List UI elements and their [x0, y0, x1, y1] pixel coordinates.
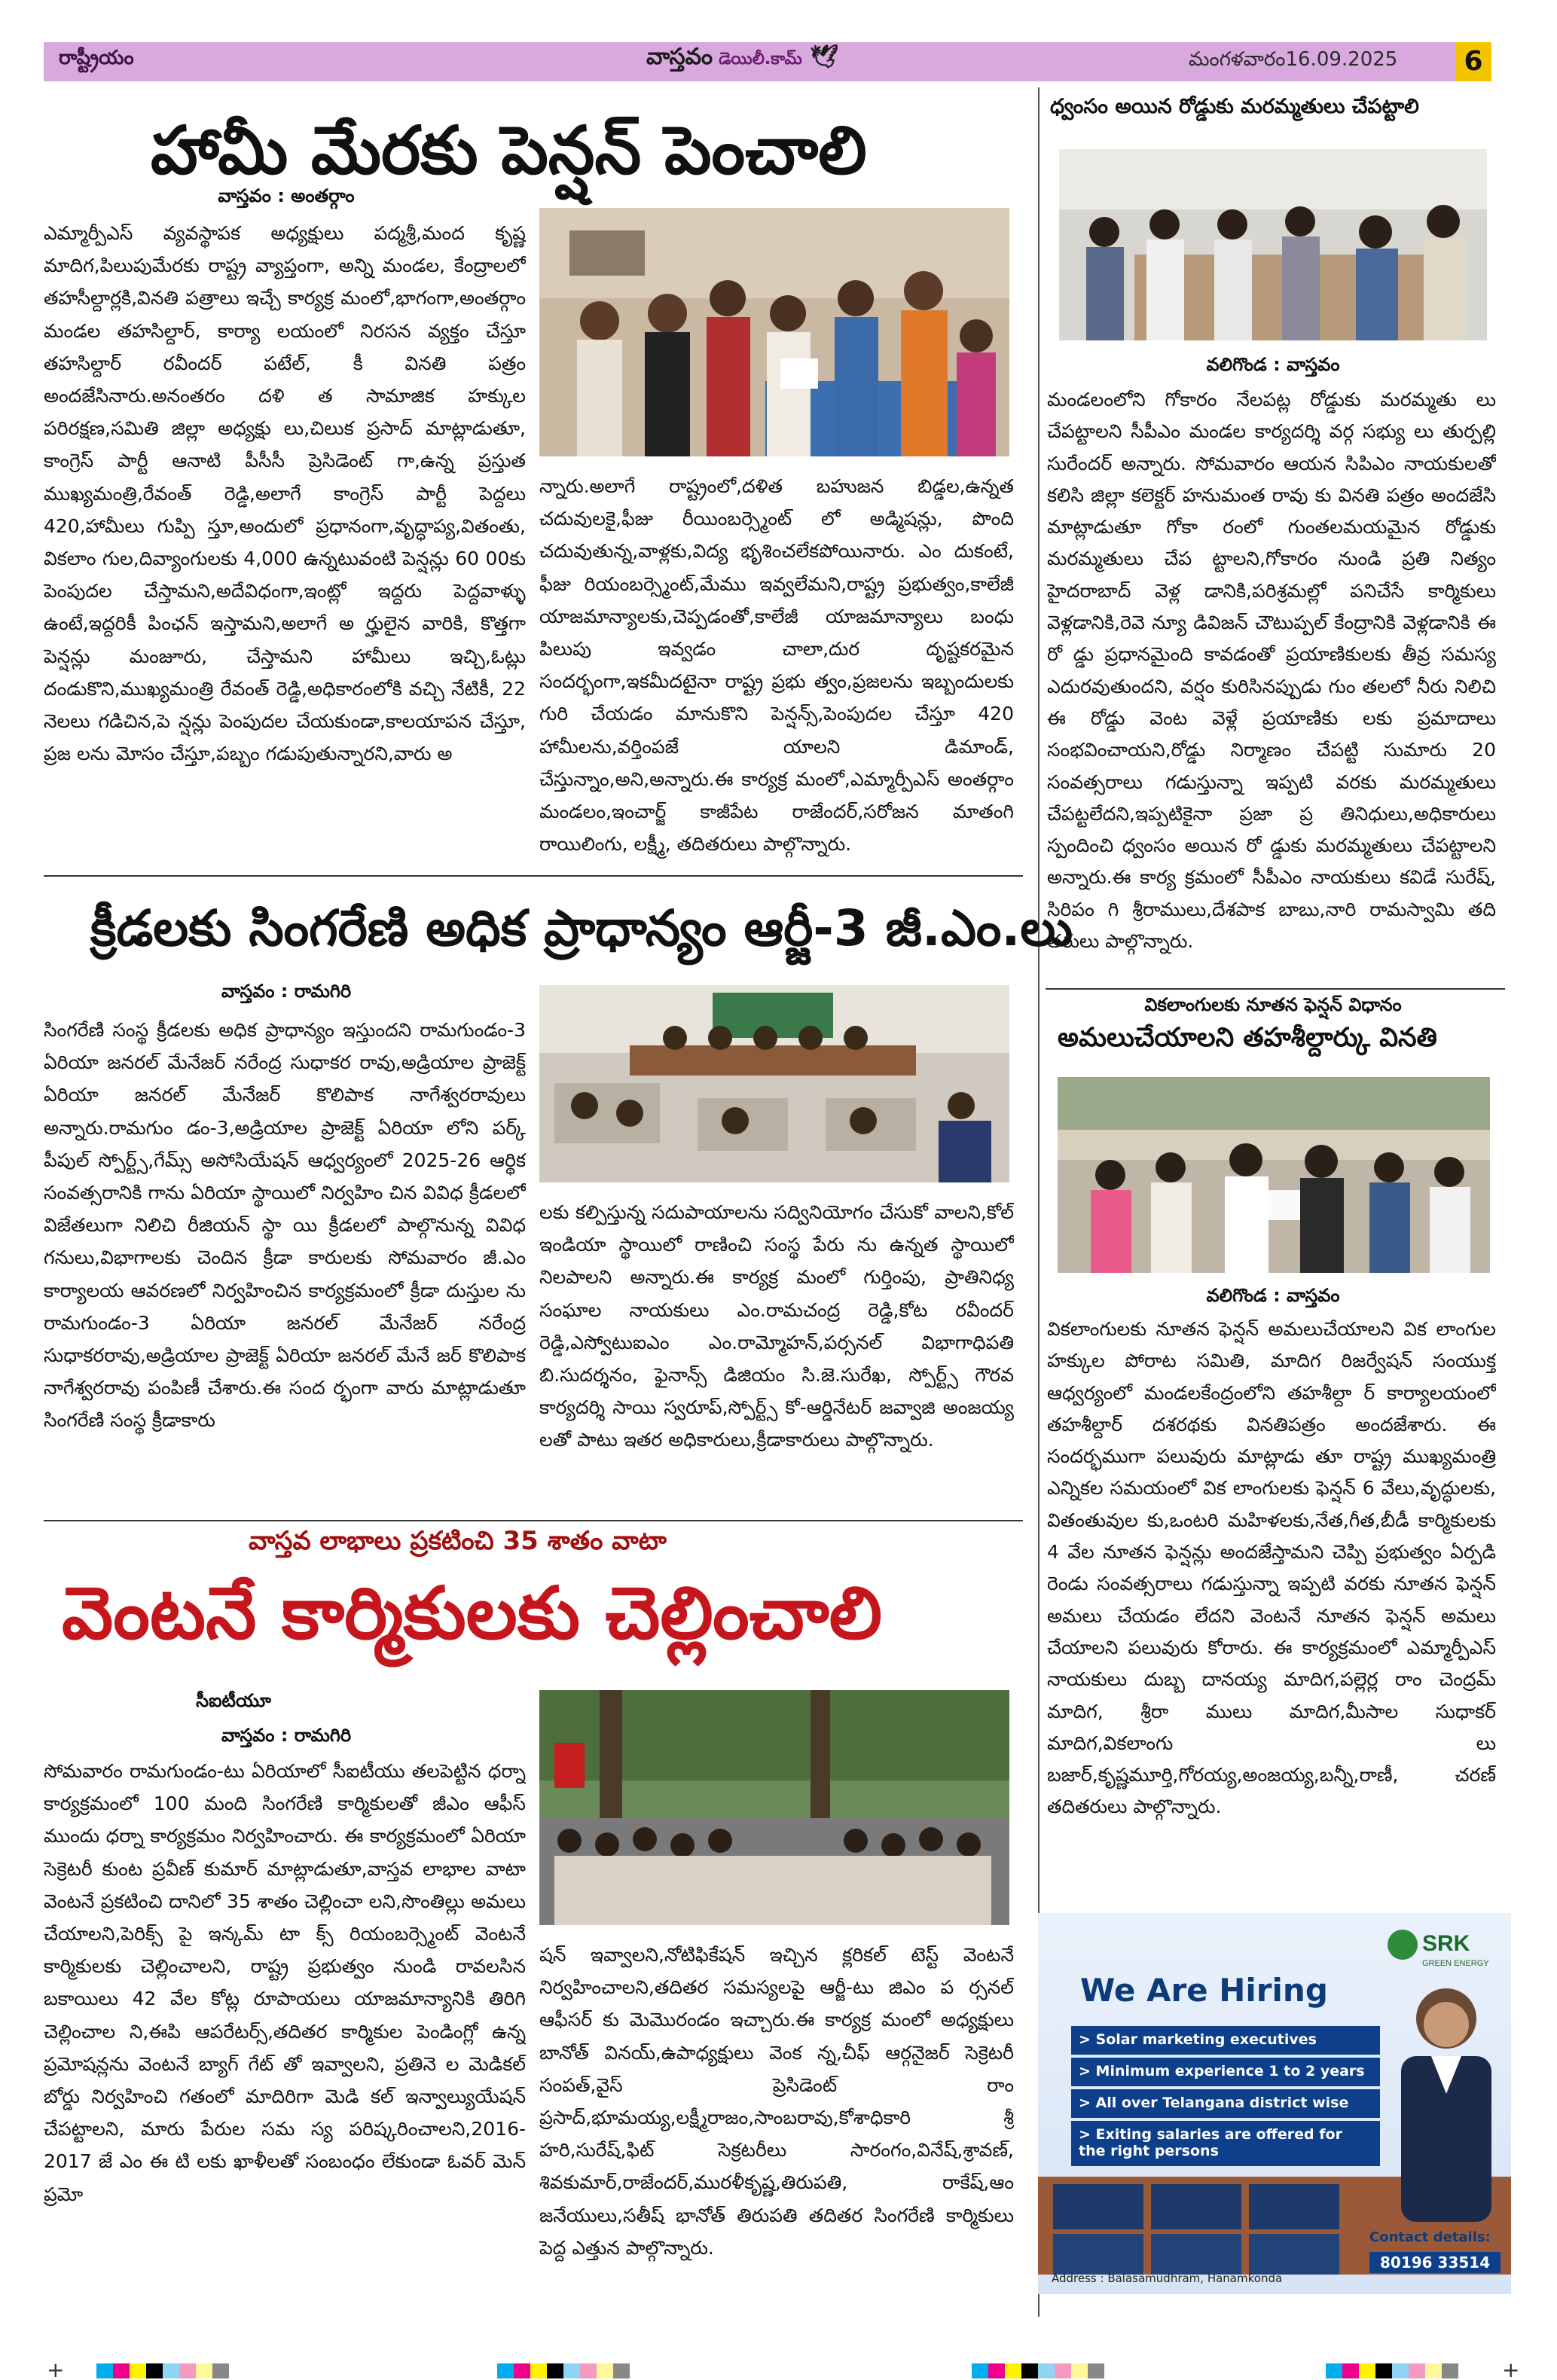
- story3-headline: వెంటనే కార్మికులకు చెల్లించాలి: [62, 1571, 882, 1655]
- color-registration-bar: [497, 2363, 630, 2378]
- section-label: రాష్ట్రీయం: [59, 47, 134, 69]
- ad-headline: We Are Hiring: [1080, 1972, 1328, 2009]
- logo-text: SRK: [1422, 1931, 1470, 1956]
- right1-body: మండలంలోని గోకారం నేలపట్ల రోడ్డుకు మరమ్మతు లు చేపట్టాలని సీపీఎం మండల కార్యదర్శి వర్గ సభ్యు లు తుర్పల్లి సురేందర్ అన్నారు. సోమవారం ఆయన సిపిఎం నాయకులతో కలిసి జిల్లా కలెక్టర్ హనుమంత రావు కు వినతి పత్రం అందజేసి మాట్లాడుతూ గోకా రంలో గుంతలమయమైన రోడ్డుకు మరమ్మతులు చేప ట్టాలని,గోకారం నుండి ప్రతి నిత్యం హైదరాబాద్ వెళ్ల డానికి,పరిశ్రమల్లో పనిచేసే కార్మికులు వెళ్లడానికి,రెవె న్యూ డివిజన్ చౌటుప్పల్ కేంద్రానికి వెళ్లడానికి ఈ రో డ్డు ప్రధానమైంది కావడంతో ప్రయాణికులకు తీవ్ర సమస్య ఎదురవుతుందని, వర్షం కురిసినప్పుడు గుం తలలో నీరు నిలిచి ఈ రోడ్డు వెంట వెళ్లే ప్రయాణికు లకు ప్రమాదాలు సంభవించాయని,రోడ్డు నిర్మాణం చేపట్టి సుమారు 20 సంవత్సరాలు గడుస్తున్నా ఇప్పటి వరకు మరమ్మతులు చేపట్టలేదని,ఇప్పటికైనా ప్రజా ప్ర తినిధులు,అధికారులు స్పందించి ధ్వంసం అయిన రో డ్డుకు మరమ్మతులు చేపట్టాలని అన్నారు.ఈ కార్య క్రమంలో సీపీఎం నాయకులు కవిడే సురేష్, సిరిపం గి శ్రీరాములు,దేశపాక బాబు,నారి రామస్వామి తది తరులు పాల్గొన్నారు.: [1047, 389, 1496, 953]
- crop-mark-icon: +: [1502, 2357, 1520, 2380]
- right1-photo: [1059, 149, 1487, 340]
- logo-sub: GREEN ENERGY: [1422, 1959, 1489, 1968]
- color-registration-bar: [972, 2363, 1104, 2378]
- divider: [44, 1520, 1023, 1521]
- story1-byline: వాస్తవం : అంతర్గాం: [218, 185, 355, 206]
- right2-headline: అమలుచేయాలని తహశీల్దార్కు వినతి: [1058, 1023, 1437, 1053]
- divider: [1046, 988, 1505, 990]
- contact-phone[interactable]: 80196 33514: [1369, 2252, 1501, 2273]
- right1-byline: వలిగొండ : వాస్తవం: [1206, 354, 1340, 375]
- right2-photo: [1058, 1077, 1490, 1273]
- story1-column-2: న్నారు.అలాగే రాష్ట్రంలో,దళిత బహుజన బిడ్డల,ఉన్నత చదువులకై,ఫీజు రీయింబర్స్మెంట్ లో అడ్మిషన్లు, పొంది చదువుతున్న,వాళ్లకు,విద్య భృశించలేకపోయినారు. ఎం దుకంటే, ఫీజు రియంబర్స్మెంట్,మేము ఇవ్వలేమని,రాష్ట్ర ప్రభుత్వం,కాలేజీ యాజమాన్యాలకు,చెప్పడంతో,కాలేజీ యాజమాన్యాలు బంధు పిలుపు ఇవ్వడం చాలా,దుర దృష్టకరమైన సందర్భంగా,ఇకమీదటైనా రాష్ట్ర ప్రభు త్వం,ప్రజలను ఇబ్బందులకు గురి చేయడం మానుకొని పెన్షన్స్,పెంపుదల చేస్తూ 420 హామీలను,వర్తింపజే యాలని డిమాండ్, చేస్తున్నాం,అని,అన్నారు.ఈ కార్యక్ర మంలో,ఎమ్మార్పీఎస్ అంతర్గాం మండలం,ఇంచార్జ్ కాజీపేట రాజేందర్,సరోజన మాతంగి రాయిలింగు, లక్ష్మీ, తదితరులు పాల్గొన్నారు.: [539, 475, 1014, 856]
- issue-date: మంగళవారం16.09.2025: [1189, 48, 1398, 71]
- divider: [44, 875, 1023, 877]
- brand-name: వాస్తవం: [646, 44, 713, 70]
- color-registration-bar: [96, 2363, 229, 2378]
- story2-photo: [539, 985, 1009, 1182]
- story2-byline: వాస్తవం : రామగిరి: [221, 981, 352, 1002]
- right2-body: వికలాంగులకు నూతన ఫెన్షన్ అమలుచేయాలని విక లాంగుల హక్కుల పోరాట సమితి, మాదిగ రిజర్వేషన్ సంయుక్త ఆధ్వర్యంలో మండలకేంద్రంలోని తహశీల్దా ర్ కార్యాలయంలో తహశీల్దార్ దశరథకు వినతిపత్రం అందజేశారు. ఈ సందర్భముగా పలువురు మాట్లాడు తూ రాష్ట్ర ముఖ్యమంత్రి ఎన్నికల సమయంలో విక లాంగులకు ఫెన్షన్ 6 వేలు,వృద్ధులకు, వితంతువుల కు,ఒంటరి మహిళలకు,నేత,గీత,బీడీ కార్మికులకు 4 వేల నూతన ఫెన్షన్లు అందజేస్తామని చెప్పి ప్రభుత్వం ఏర్పడి రెండు సంవత్సరాలు గడుస్తున్నా ఇప్పటి వరకు నూతన ఫెన్షన్ అమలు చేయడం లేదని వెంటనే నూతన ఫెన్షన్ అమలు చేయాలని పలువురు కోరారు. ఈ కార్యక్రమంలో ఎమ్మార్పీఎస్ నాయకులు దుబ్బ దానయ్య మాదిగ,పల్లెర్ల రాం చెంద్రమ్ మాదిగ, శ్రీరా ములు మాదిగ,మీసాల సుధాకర్ మాదిగ,వికలాంగు లు బజార్,కృష్ణమూర్తి,గోరయ్య,అంజయ్య,బన్నీ,రాణీ, చరణ్ తదితరులు పాల్గొన్నారు.: [1047, 1318, 1496, 1818]
- story3-column-1: సోమవారం రామగుండం-టు ఏరియాలో సీఐటీయు తలపెట్టిన ధర్నా కార్యక్రమంలో 100 మంది సింగరేణి కార్మికులతో జీఎం ఆఫీస్ ముందు ధర్నా కార్యక్రమం నిర్వహించారు. ఈ కార్యక్రమంలో ఏరియా సెక్రెటరీ కుంట ప్రవీణ్ కుమార్ మాట్లాడుతూ,వాస్తవ లాభాల వాటా వెంటనే ప్రకటించి దానిలో 35 శాతం చెల్లించా లని,సొంతిల్లు అమలు చేయాలని,పెరిక్స్ పై ఇన్కమ్ టా క్స్ రియంబర్స్మెంట్ వెంటనే కార్మికులకు చెల్లించాలని, రాష్ట్ర ప్రభుత్వం నుండి రావలసిన బకాయిలు 42 వేల కోట్ల రూపాయలు యాజమాన్యానికి తిరిగి చెల్లించాల ని,ఈపి ఆపరేటర్స్,తదితర కార్మికుల పెండింగ్లో ఉన్న ప్రమోషన్లను వెంటనే బ్యాగ్ గేట్ తో ఇవ్వాలని, ప్రతినె ల మెడికల్ బోర్డు నిర్వహించి గతంలో మాదిరిగా మెడి కల్ ఇన్వాల్యుయేషన్ చేపట్టాలని, మారు పేరుల సమ స్య పరిష్కరించాలని,2016- 2017 జే ఎం ఈ టి లకు ఖాళీలతో సంబంధం లేకుండా ఓవర్ మెన్ ప్రమో: [44, 1760, 526, 2205]
- story1-column-1: ఎమ్మార్పీఎస్ వ్యవస్థాపక అధ్యక్షులు పద్మశ్రీ,మంద కృష్ణ మాదిగ,పిలుపుమేరకు రాష్ట్ర వ్యాప్తంగా, అన్ని మండల, కేంద్రాలలో తహసీల్దార్లకి,వినతి పత్రాలు ఇచ్చే కార్యక్ర మంలో,భాగంగా,అంతర్గాం మండల తహసిల్దార్, కార్యా లయంలో నిరసన వ్యక్తం చేస్తూ తహసిల్దార్ రవీందర్ పటేల్, కీ వినతి పత్రం అందజేసినారు.అనంతరం దళి త సామాజిక హక్కుల పరిరక్షణ,సమితి జిల్లా అధ్యక్షు లు,చిలుక ప్రసాద్ మాట్లాడుతూ, కాంగ్రెస్ పార్టీ ఆనాటి పీసీసీ ప్రెసిడెంట్ గా,ఉన్న ప్రస్తుత ముఖ్యమంత్రి,రేవంత్ రెడ్డి,అలాగే కాంగ్రెస్ పార్టీ పెద్దలు 420,హామీలు గుప్పి స్తూ,అందులో ప్రధానంగా,వృద్ధాప్య,వితంతు, వికలాం గుల,దివ్యాంగులకు 4,000 ఉన్నటువంటి పెన్షన్లు 60 00కు పెంపుదల చేస్తామని,అదేవిధంగా,ఇంట్లో ఇద్దరు పెద్దవాళ్ళు ఉంటే,ఇద్దరికీ పింఛన్ ఇస్తామని,అలాగే అ ర్హులైన వారికి, కొత్తగా పెన్షన్లు మంజూరు, చేస్తామని హామీలు ఇచ్చి,ఓట్లు దండుకొని,ముఖ్యమంత్రి రేవంత్ రెడ్డి,అధికారంలోకి వచ్చి నేటికీ, 22 నెలలు గడిచిన,పె న్షన్లు పెంపుదల చేయకుండా,కాలయాపన చేస్తూ, ప్రజ లను మోసం చేస్తూ,పబ్బం గడుపుతున్నారని,వారు అ: [44, 222, 526, 765]
- ad-bullet: > All over Telangana district wise: [1071, 2089, 1380, 2118]
- story3-org: సీఐటీయూ: [196, 1690, 271, 1711]
- ad-address: Address : Balasamudhram, Hanamkonda: [1052, 2272, 1283, 2285]
- ad-bullet: > Solar marketing executives: [1071, 2026, 1380, 2055]
- newspaper-brand: [646, 44, 838, 75]
- story2-headline: క్రీడలకు సింగరేణి అధిక ప్రాధాన్యం ఆర్జీ-3 జీ.ఎం.లు: [90, 899, 1073, 957]
- color-registration-bar: [1326, 2363, 1458, 2378]
- hiring-advertisement[interactable]: [1038, 1913, 1511, 2294]
- contact-label: Contact details:: [1369, 2229, 1491, 2245]
- right1-headline: ధ్వంసం అయిన రోడ్డుకు మరమ్మతులు చేపట్టాలి: [1050, 95, 1419, 118]
- story3-kicker: వాస్తవ లాభాలు ప్రకటించి 35 శాతం వాటా: [249, 1526, 667, 1556]
- story1-photo: [539, 208, 1009, 456]
- ad-bullet: > Exiting salaries are offered for the right persons: [1071, 2121, 1380, 2166]
- story2-column-2: లకు కల్పిస్తున్న సదుపాయాలను సద్వినియోగం చేసుకో వాలని,కోల్ ఇండియా స్థాయిలో రాణించి సంస్థ పేరు ను ఉన్నత స్థాయిలో నిలపాలని అన్నారు.ఈ కార్యక్ర మంలో గుర్తింపు, ప్రాతినిధ్య సంఘాల నాయకులు ఎం.రామచంద్ర రెడ్డి,కోట రవీందర్ రెడ్డి,ఎస్వోటుఐఎం ఎం.రామ్మోహన్,పర్సనల్ విభాగాధిపతి బి.సుదర్శనం, ఫైనాన్స్ డిజియం సి.జె.సురేఖ, స్పోర్ట్స్ గౌరవ కార్యదర్శి సాయి స్వరూప్,స్పోర్ట్స్ కో-ఆర్డినేటర్ జవ్వాజి అంజయ్య లతో పాటు ఇతర అధికారులు,క్రీడాకారులు పాల్గొన్నారు.: [539, 1201, 1014, 1451]
- right2-kicker: వికలాంగులకు నూతన ఫెన్షన్ విధానం: [1144, 994, 1402, 1015]
- story3-byline: వాస్తవం : రామగిరి: [221, 1725, 352, 1746]
- bird-icon: 🕊: [810, 44, 839, 70]
- page-number: 6: [1455, 42, 1491, 81]
- story1-headline: హామీ మేరకు పెన్షన్ పెంచాలి: [151, 111, 867, 189]
- brand-sub: డెయిలీ.కామ్: [719, 50, 802, 69]
- right2-byline: వలిగొండ : వాస్తవం: [1206, 1285, 1340, 1306]
- story3-column-2: షన్ ఇవ్వాలని,నోటిఫికేషన్ ఇచ్చిన క్లరికల్ టెస్ట్ వెంటనే నిర్వహించాలని,తదితర సమస్యలపై ఆర్జీ-టు జిఎం ప ర్సనల్ ఆఫీసర్ కు మెమొరండం ఇచ్చారు.ఈ కార్యక్ర మంలో అధ్యక్షులు బానోత్ వినయ్,ఉపాధ్యక్షులు వెంక న్న,చీఫ్ ఆర్గనైజర్ సెక్రెటరీ సంపత్,వైస్ ప్రెసిడెంట్ రాం ప్రసాద్,భూమయ్య,లక్ష్మీరాజం,సాంబరావు,కోశాధికారి శ్రీ హరి,సురేష్,ఫిట్ సెక్రటరీలు సారంగం,వినేష్,శ్రావణ్, శివకుమార్,రాజేందర్,మురళీకృష్ణ,తిరుపతి, రాకేష్,ఆం జనేయులు,సతీష్ భానోత్ తిరుపతి తదితర సింగరేణి కార్మికులు పెద్ద ఎత్తున పాల్గొన్నారు.: [539, 1944, 1014, 2259]
- ad-bullet: > Minimum experience 1 to 2 years: [1071, 2058, 1380, 2086]
- crop-mark-icon: +: [47, 2357, 65, 2380]
- story3-photo: [539, 1690, 1009, 1925]
- story2-column-1: సింగరేణి సంస్థ క్రీడలకు అధిక ప్రాధాన్యం ఇస్తుందని రామగుండం-3 ఏరియా జనరల్ మేనేజర్ నరేంద్ర సుధాకర రావు,అడ్రియాల ప్రాజెక్ట్ ఏరియా జనరల్ మేనేజర్ కొలిపాక నాగేశ్వరరావులు అన్నారు.రామగుం డం-3,అడ్రియాల ప్రాజెక్ట్ ఏరియా లోని పర్క్ పీపుల్ స్పోర్ట్స్,గేమ్స్ అసోసియేషన్ ఆధ్వర్యంలో 2025-26 ఆర్థిక సంవత్సరానికి గాను ఏరియా స్థాయిలో నిర్వహిం చిన వివిధ క్రీడలలో విజేతలుగా నిలిచి రీజియన్ స్థా యి క్రీడలలో పాల్గొనున్న వివిధ గనులు,విభాగాలకు చెందిన క్రీడా కారులకు సోమవారం జీ.ఎం కార్యాలయ ఆవరణలో నిర్వహించిన కార్యక్రమంలో క్రీడా దుస్తుల ను రామగుండం-3 ఏరియా జనరల్ మేనేజర్ నరేంద్ర సుధాకరరావు,అడ్రియాల ప్రాజెక్ట్ ఏరియా జనరల్ మేనే జర్ కొలిపాక నాగేశ్వరరావు పంపిణీ చేశారు.ఈ సంద ర్భంగా వారు మాట్లాడుతూ సింగరేణి సంస్థ క్రీడాకారు: [44, 1019, 526, 1432]
- woman-portrait: [1378, 1966, 1507, 2222]
- masthead: [44, 42, 1491, 81]
